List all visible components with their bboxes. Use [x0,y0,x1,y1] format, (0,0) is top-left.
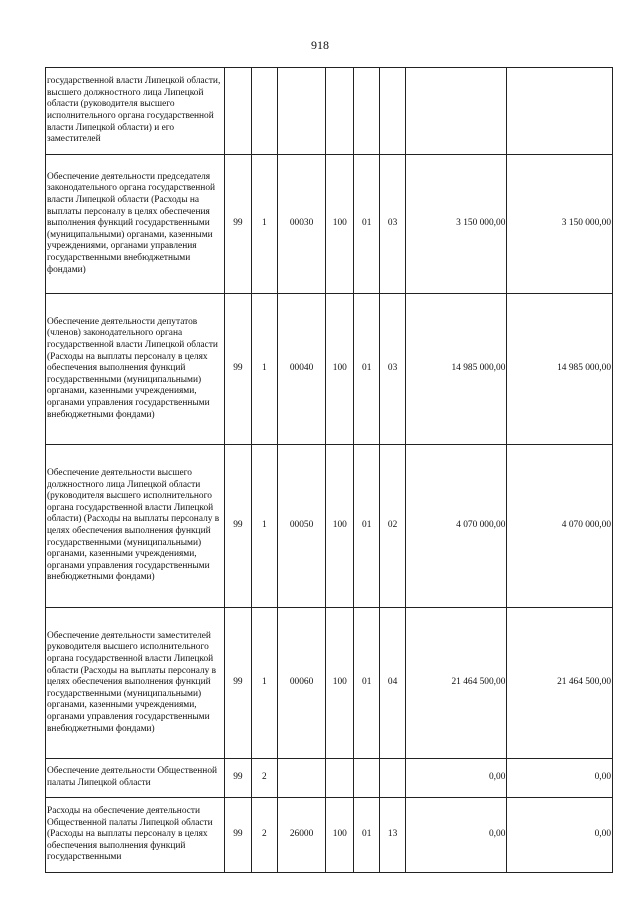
row-name-cell: Обеспечение деятельности депутатов (членов) законодательного органа государственной власти Липецкой области (Расходы на выплаты персоналу в целях обеспечения выполнения функций государственными (муниципальными) органами, казенными учреждениями, органами управления государственными внебюджетными фондами) [46,294,225,445]
amount-cell: 4 070 000,00 [507,445,613,608]
section-cell: 01 [354,798,380,873]
subsection-cell: 04 [380,608,406,759]
program-code-cell: 99 [224,155,251,294]
section-cell: 01 [354,294,380,445]
subsection-cell: 03 [380,155,406,294]
subsection-cell [380,759,406,798]
table-row [46,608,613,759]
direction-code-cell: 00040 [277,294,326,445]
table-row [46,445,613,608]
subprogram-code-cell: 2 [251,759,277,798]
budget-table [45,67,613,873]
program-code-cell: 99 [224,759,251,798]
subprogram-code-cell: 1 [251,445,277,608]
subsection-cell: 02 [380,445,406,608]
amount-cell: 0,00 [406,798,507,873]
row-name-cell: Обеспечение деятельности председателя законодательного органа государственной власти Липецкой области (Расходы на выплаты персоналу в целях обеспечения выполнения функций государственными (муниципальными) органами, казенными учреждениями, органами управления государственными внебюджетными фондами) [46,155,225,294]
amount-cell: 0,00 [406,759,507,798]
program-code-cell: 99 [224,445,251,608]
section-cell: 01 [354,608,380,759]
amount-cell: 3 150 000,00 [507,155,613,294]
amount-cell: 3 150 000,00 [406,155,507,294]
program-code-cell: 99 [224,608,251,759]
row-name-cell: Обеспечение деятельности Общественной палаты Липецкой области [46,759,225,798]
expense-type-cell [326,68,354,155]
direction-code-cell: 00050 [277,445,326,608]
direction-code-cell: 00060 [277,608,326,759]
amount-cell: 21 464 500,00 [406,608,507,759]
row-name-cell: Обеспечение деятельности заместителей руководителя высшего исполнительного органа государственной власти Липецкой области (Расходы на выплаты персоналу в целях обеспечения выполнения функций государственными (муниципальными) органами, казенными учреждениями, органами управления государственными внебюджетными фондами) [46,608,225,759]
expense-type-cell: 100 [326,608,354,759]
amount-cell: 0,00 [507,759,613,798]
program-code-cell [224,68,251,155]
program-code-cell: 99 [224,798,251,873]
section-cell [354,68,380,155]
section-cell: 01 [354,155,380,294]
section-cell [354,759,380,798]
row-name-cell: государственной власти Липецкой области, высшего должностного лица Липецкой области (руководителя высшего исполнительного органа государственной власти Липецкой области) и его заместителей [46,68,225,155]
subsection-cell [380,68,406,155]
amount-cell: 14 985 000,00 [507,294,613,445]
amount-cell: 4 070 000,00 [406,445,507,608]
table-row [46,68,613,155]
expense-type-cell: 100 [326,294,354,445]
amount-cell: 21 464 500,00 [507,608,613,759]
expense-type-cell [326,759,354,798]
row-name-cell: Расходы на обеспечение деятельности Общественной палаты Липецкой области (Расходы на выплаты персоналу в целях обеспечения выполнения функций государственными [46,798,225,873]
subprogram-code-cell: 1 [251,608,277,759]
program-code-cell: 99 [224,294,251,445]
subprogram-code-cell [251,68,277,155]
table-row [46,798,613,873]
subprogram-code-cell: 1 [251,294,277,445]
row-name-cell: Обеспечение деятельности высшего должностного лица Липецкой области (руководителя высшего исполнительного органа государственной власти Липецкой области) (Расходы на выплаты персоналу в целях обеспечения выполнения функций государственными (муниципальными) органами, казенными учреждениями, органами управления государственными внебюджетными фондами) [46,445,225,608]
subsection-cell: 13 [380,798,406,873]
table-row [46,155,613,294]
section-cell: 01 [354,445,380,608]
subprogram-code-cell: 2 [251,798,277,873]
amount-cell [507,68,613,155]
expense-type-cell: 100 [326,798,354,873]
direction-code-cell: 00030 [277,155,326,294]
table-row [46,294,613,445]
page-number: 918 [311,38,329,52]
direction-code-cell: 26000 [277,798,326,873]
subprogram-code-cell: 1 [251,155,277,294]
amount-cell: 14 985 000,00 [406,294,507,445]
expense-type-cell: 100 [326,155,354,294]
direction-code-cell [277,759,326,798]
table-row [46,759,613,798]
direction-code-cell [277,68,326,155]
expense-type-cell: 100 [326,445,354,608]
amount-cell: 0,00 [507,798,613,873]
subsection-cell: 03 [380,294,406,445]
amount-cell [406,68,507,155]
